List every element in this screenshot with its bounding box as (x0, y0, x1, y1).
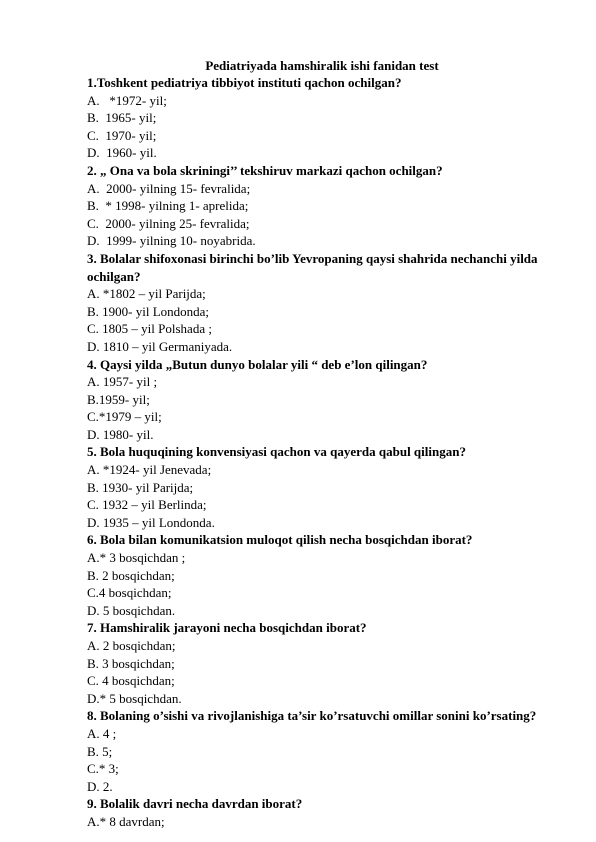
answer-option: D.* 5 bosqichdan. (87, 690, 182, 706)
answer-option: C.*1979 – yil; (87, 409, 162, 425)
answer-option: A. 2 bosqichdan; (87, 638, 176, 653)
answer-option: B. 1900- yil Londonda; (87, 303, 210, 319)
answer-option: A. 1957- yil ; (87, 374, 158, 390)
answer-option: C. 1932 – yil Berlinda; (87, 497, 207, 513)
question-block (87, 531, 557, 619)
document-page (87, 57, 557, 831)
answer-option: B. 2 bosqichdan; (87, 567, 175, 583)
answer-option: D. 5 bosqichdan. (87, 602, 176, 618)
answer-option: A. 4 ; (87, 725, 117, 741)
question-text: 6. Bola bilan komunikatsion muloqot qilish necha bosqichdan iborat? (87, 532, 473, 548)
answer-option: B. * 1998- yilning 1- aprelida; (87, 198, 249, 214)
question-block (87, 74, 557, 162)
answer-option: C. 4 bosqichdan; (87, 673, 175, 689)
question-text: 2. „ Ona va bola skriningi’’ tekshiruv markazi qachon ochilgan? (87, 162, 443, 178)
question-block (87, 619, 557, 707)
page-title: Pediatriyada hamshiralik ishi fanidan test (205, 58, 439, 73)
answer-option: A. 2000- yilning 15- fevralida; (87, 180, 251, 196)
answer-option: D. 1999- yilning 10- noyabrida. (87, 233, 256, 249)
answer-option: D. 2. (87, 778, 113, 794)
question-block (87, 250, 557, 356)
answer-option: D. 1935 – yil Londonda. (87, 514, 215, 530)
answer-option: C.4 bosqichdan; (87, 585, 172, 601)
answer-option: A. *1924- yil Jenevada; (87, 462, 212, 478)
question-block (87, 443, 557, 531)
answer-option: A.* 3 bosqichdan ; (87, 550, 186, 566)
question-block (87, 795, 557, 830)
answer-option: A. *1972- yil; (87, 92, 167, 108)
answer-option: B. 1930- yil Parijda; (87, 479, 194, 495)
question-block (87, 707, 557, 795)
question-block (87, 162, 557, 250)
answer-option: C. 1970- yil; (87, 127, 157, 143)
answer-option: C. 2000- yilning 25- fevralida; (87, 215, 250, 231)
question-block (87, 356, 557, 444)
question-text: 5. Bola huquqining konvensiyasi qachon va qayerda qabul qilingan? (87, 444, 466, 460)
answer-option: A.* 8 davrdan; (87, 813, 165, 829)
answer-option: A. *1802 – yil Parijda; (87, 286, 206, 302)
answer-option: C.* 3; (87, 761, 119, 777)
question-text: 1.Toshkent pediatriya tibbiyot instituti qachon ochilgan? (87, 75, 402, 90)
answer-option: D. 1980- yil. (87, 426, 154, 442)
answer-option: B. 5; (87, 743, 113, 759)
question-text: 4. Qaysi yilda „Butun dunyo bolalar yili “ deb e’lon qilingan? (87, 356, 428, 372)
answer-option: B.1959- yil; (87, 391, 150, 407)
answer-option: D. 1810 – yil Germaniyada. (87, 338, 233, 354)
answer-option: D. 1960- yil. (87, 145, 157, 161)
answer-option: B. 3 bosqichdan; (87, 655, 175, 671)
answer-option: B. 1965- yil; (87, 110, 157, 126)
answer-option: C. 1805 – yil Polshada ; (87, 321, 212, 337)
question-text: 9. Bolalik davri necha davrdan iborat? (87, 796, 303, 812)
question-text: 7. Hamshiralik jarayoni necha bosqichdan iborat? (87, 620, 367, 636)
question-text: 8. Bolaning o’sishi va rivojlanishiga ta’sir ko’rsatuvchi omillar sonini ko’rsating? (87, 708, 537, 724)
question-text: 3. Bolalar shifoxonasi birinchi bo’lib Yevropaning qaysi shahrida nechanchi yilda ochilgan? (87, 250, 538, 284)
